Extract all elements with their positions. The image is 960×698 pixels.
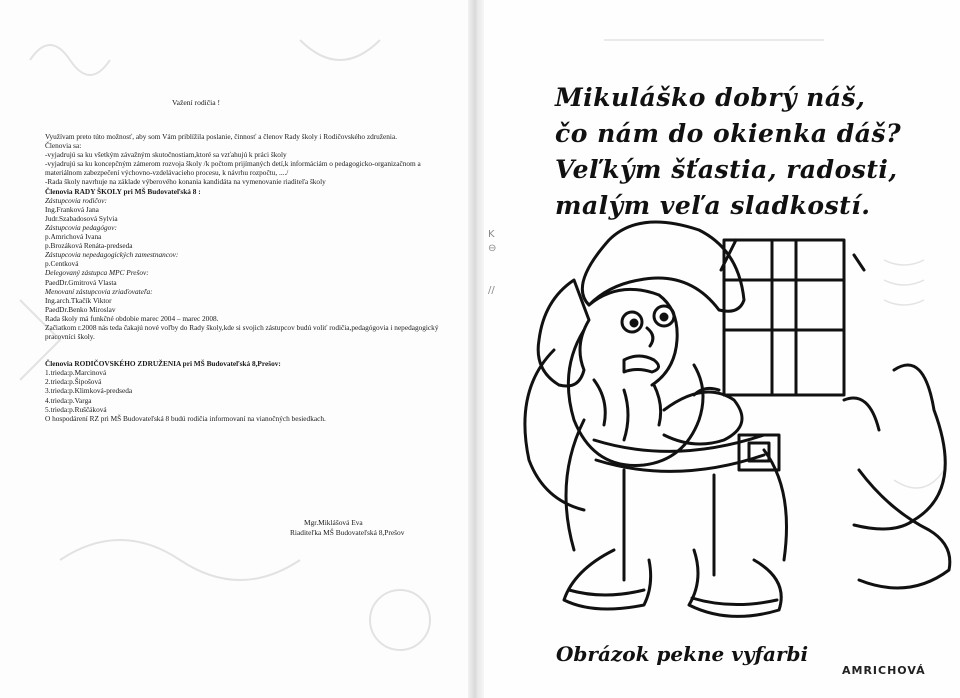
page-gutter (468, 0, 484, 698)
poem-line: čo nám do okienka dáš? (555, 119, 902, 148)
letter-body (45, 132, 440, 423)
board-member: PaedDr.Benko Miroslav (45, 304, 116, 314)
intro-paragraph: Využívam preto túto možnosť, aby som Vám priblížila poslanie, činnosť a členov Rady školy i Rodičovského združenia. (45, 132, 398, 141)
signature-title: Riaditeľka MŠ Budovateľská 8,Prešov (290, 528, 405, 537)
board-member: Ing.Franková Jana (45, 204, 99, 214)
signature-name: Mgr.Miklášová Eva (304, 518, 363, 527)
santa-claus-illustration (514, 210, 959, 630)
signature-block (290, 518, 404, 538)
members-heading: Členovia sa: (45, 141, 82, 151)
class-rep: 3.trieda:p.Klimková-predseda (45, 386, 133, 396)
board-role: Menovaní zástupcovia zriaďovateľa: (45, 286, 153, 296)
board-member: p.Amrichová Ivana (45, 232, 102, 242)
bullet-1: -vyjadrujú sa ku všetkým závažným skutočnostiam,ktoré sa vzťahujú k práci školy (45, 150, 287, 160)
board-member: Ing.arch.Tkačík Viktor (45, 295, 112, 305)
board-role: Zástupcovia nepedagogických zamestnancov: (45, 250, 179, 260)
board-member: PaedDr.Gmitrová Vlasta (45, 277, 117, 287)
class-rep: 1.trieda:p.Marcinová (45, 368, 107, 378)
board-title: Členovia RADY ŠKOLY pri MŠ Budovateľská 8 : (45, 186, 201, 196)
poem (555, 80, 901, 224)
bullet-2: -vyjadrujú sa ku koncepčným zámerom rozvoja školy /k počtom prijímaných detí,k informáciám o pedagogicko-organizačnom a materiálnom zabezpečení výchovno-vzdelávacieho procesu, k návrhu rozpočtu, ..../ (45, 159, 421, 178)
margin-scribble: K ⊖ // (488, 229, 497, 296)
poem-line: malým veľa sladkostí. (555, 191, 871, 220)
board-role: Zástupcovia pedagógov: (45, 222, 117, 232)
class-rep: 5.trieda:p.Ruščáková (45, 404, 107, 414)
class-rep: 2.trieda:p.Šipošová (45, 377, 102, 387)
board-role: Zástupcovia rodičov: (45, 195, 107, 205)
parents-title: Členovia RODIČOVSKÉHO ZDRUŽENIA pri MŠ Budovateľská 8,Prešov: (45, 359, 281, 369)
bullet-3: -Rada školy navrhuje na základe výberového konania kandidáta na vymenovanie riaditeľa školy (45, 177, 326, 187)
board-member: p.Brozáková Renáta-predseda (45, 241, 133, 251)
board-member: p.Centková (45, 259, 79, 269)
board-role: Delegovaný zástupca MPC Prešov: (45, 268, 149, 278)
board-member: Judr.Szabadosová Sylvia (45, 213, 118, 223)
left-page (0, 0, 468, 698)
poem-line: Veľkým šťastia, radosti, (555, 155, 898, 184)
term-text: Rada školy má funkčné obdobie marec 2004 – marec 2008. (45, 313, 219, 323)
closing-text: O hospodárení RZ pri MŠ Budovateľská 8 budú rodičia informovaní na vianočných besiedkach. (45, 413, 326, 423)
class-rep: 4.trieda:p.Varga (45, 395, 92, 405)
elections-text: Začiatkom r.2008 nás teda čakajú nové voľby do Rady školy,kde si svojich zástupcov budú voliť rodičia,pedagógovia i nepedagogický pracovníci školy. (45, 322, 439, 342)
coloring-caption: Obrázok pekne vyfarbi (556, 642, 809, 666)
poem-line: Mikuláško dobrý náš, (555, 83, 866, 112)
author-signature: AMRICHOVÁ (842, 664, 926, 677)
salutation: Važení rodičia ! (172, 98, 221, 107)
